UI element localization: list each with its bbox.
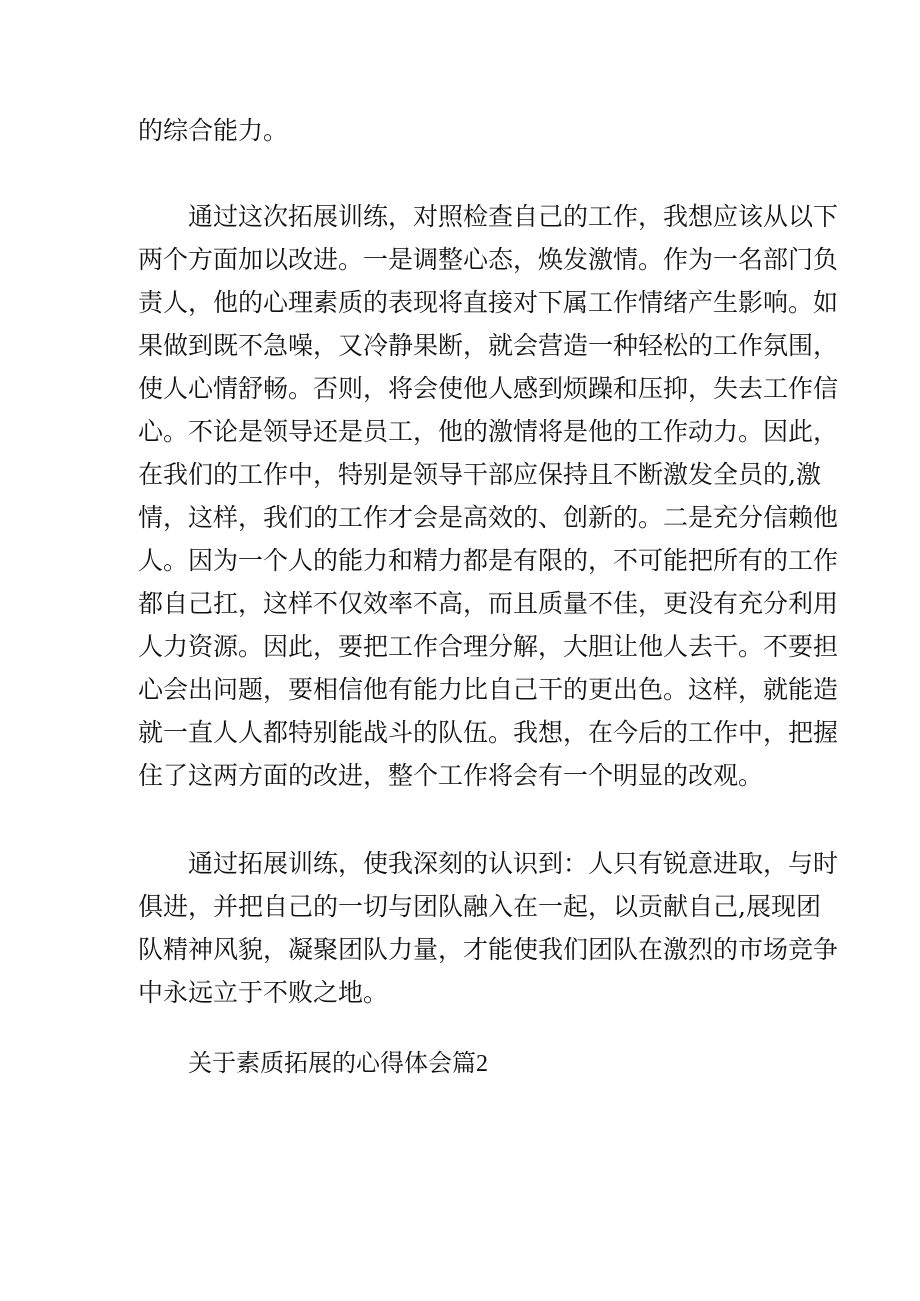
paragraph-2-line-8: 情，这样，我们的工作才会是高效的、创新的。二是充分信赖他 bbox=[138, 503, 839, 532]
paragraph-1-line-1: 的综合能力。 bbox=[138, 116, 289, 145]
paragraph-2-line-5: 使人心情舒畅。否则，将会使他人感到烦躁和压抑，失去工作信 bbox=[138, 374, 839, 403]
paragraph-2-line-6: 心。不论是领导还是员工，他的激情将是他的工作动力。因此， bbox=[138, 417, 839, 446]
paragraph-3-line-2: 俱进，并把自己的一切与团队融入在一起，以贡献自己,展现团 bbox=[138, 892, 821, 921]
paragraph-2-line-12: 心会出问题，要相信他有能力比自己干的更出色。这样，就能造 bbox=[138, 675, 839, 704]
paragraph-2-line-7: 在我们的工作中，特别是领导干部应保持且不断激发全员的,激 bbox=[138, 460, 821, 489]
paragraph-2-line-14: 住了这两方面的改进，整个工作将会有一个明显的改观。 bbox=[138, 761, 764, 790]
paragraph-2-line-2: 两个方面加以改进。一是调整心态，焕发激情。作为一名部门负 bbox=[138, 245, 839, 274]
paragraph-3-line-4: 中永远立于不败之地。 bbox=[138, 978, 389, 1007]
paragraph-3-line-1: 通过拓展训练，使我深刻的认识到：人只有锐意进取，与时 bbox=[188, 849, 839, 878]
paragraph-2-line-4: 果做到既不急噪，又冷静果断，就会营造一种轻松的工作氛围， bbox=[138, 331, 839, 360]
paragraph-2-line-10: 都自己扛，这样不仅效率不高，而且质量不佳，更没有充分利用 bbox=[138, 589, 839, 618]
paragraph-2-line-13: 就一直人人都特别能战斗的队伍。我想，在今后的工作中，把握 bbox=[138, 718, 839, 747]
paragraph-2-line-9: 人。因为一个人的能力和精力都是有限的，不可能把所有的工作 bbox=[138, 546, 839, 575]
section-heading: 关于素质拓展的心得体会篇2 bbox=[188, 1051, 488, 1077]
paragraph-2-line-3: 责人，他的心理素质的表现将直接对下属工作情绪产生影响。如 bbox=[138, 288, 839, 317]
paragraph-2-line-1: 通过这次拓展训练，对照检查自己的工作，我想应该从以下 bbox=[188, 202, 839, 231]
paragraph-2-line-11: 人力资源。因此，要把工作合理分解，大胆让他人去干。不要担 bbox=[138, 632, 839, 661]
paragraph-3-line-3: 队精神风貌，凝聚团队力量，才能使我们团队在激烈的市场竞争 bbox=[138, 935, 839, 964]
